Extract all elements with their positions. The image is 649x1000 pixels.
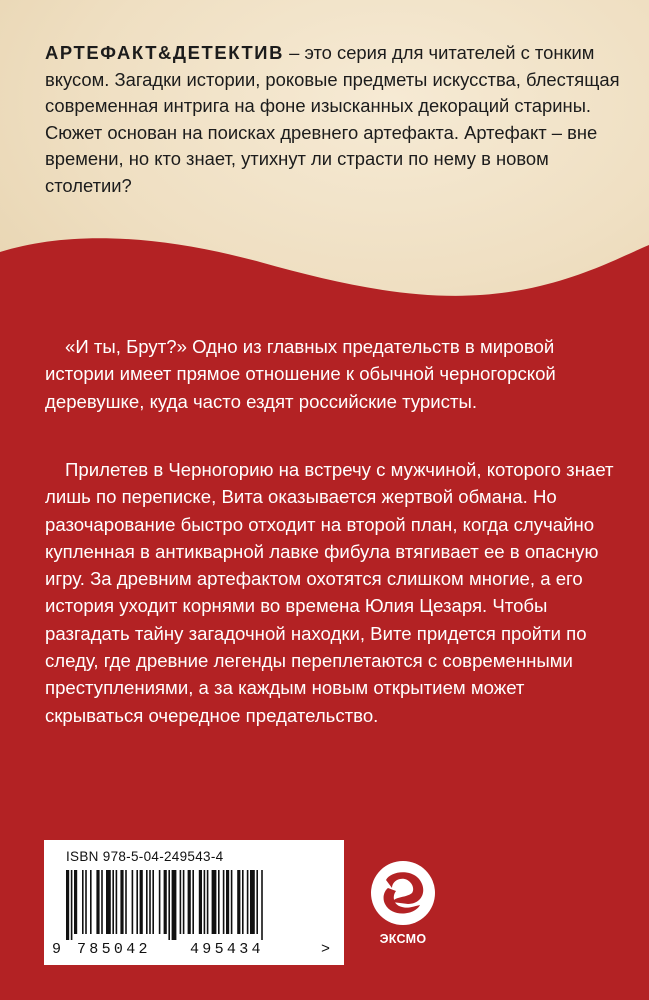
publisher-logo [362,858,444,958]
isbn-label: ISBN 978-5-04-249543-4 [66,849,224,864]
barcode-digits-left: 785042 [77,941,151,958]
barcode-icon [66,870,328,940]
barcode-arrow: > [321,941,331,958]
annotation-paragraph-1: «И ты, Брут?» Одно из главных предательств в мировой истории имеет прямое отношение к обычной черногорской деревушке, куда часто ездят российские туристы. [45,336,556,412]
barcode-digit-first: 9 [52,941,62,958]
series-description [45,40,620,199]
publisher-name: ЭКСМО [379,932,427,946]
series-text: – это серия для читателей с тонким вкусом. Загадки истории, роковые предметы искусства, блестящая современная интрига на фоне изысканных декораций старины. Сюжет основан на поисках древнего артефакта. Артефакт – вне времени, но кто знает, утихнут ли страсти по нему в новом столетии? [45,42,620,196]
annotation-paragraph-2: Прилетев в Черногорию на встречу с мужчиной, которого знает лишь по переписке, Вита оказывается жертвой обмана. Но разочарование быстро отходит на второй план, когда случайно купленная в антикварной лавке фибула втягивает ее в опасную игру. За древним артефактом охотятся слишком многие, а его история уходит корнями во времена Юлия Цезаря. Чтобы разгадать тайну загадочной находки, Вите придется пройти по следу, где древние легенды переплетаются с современными преступлениями, а за каждым новым открытием может скрываться очередное предательство. [45,459,614,726]
series-brand: АРТЕФАКТ&ДЕТЕКТИВ [45,42,285,63]
eksmo-logo-icon [362,858,444,932]
barcode-panel [44,840,344,965]
barcode-digits-right: 495434 [190,941,264,958]
